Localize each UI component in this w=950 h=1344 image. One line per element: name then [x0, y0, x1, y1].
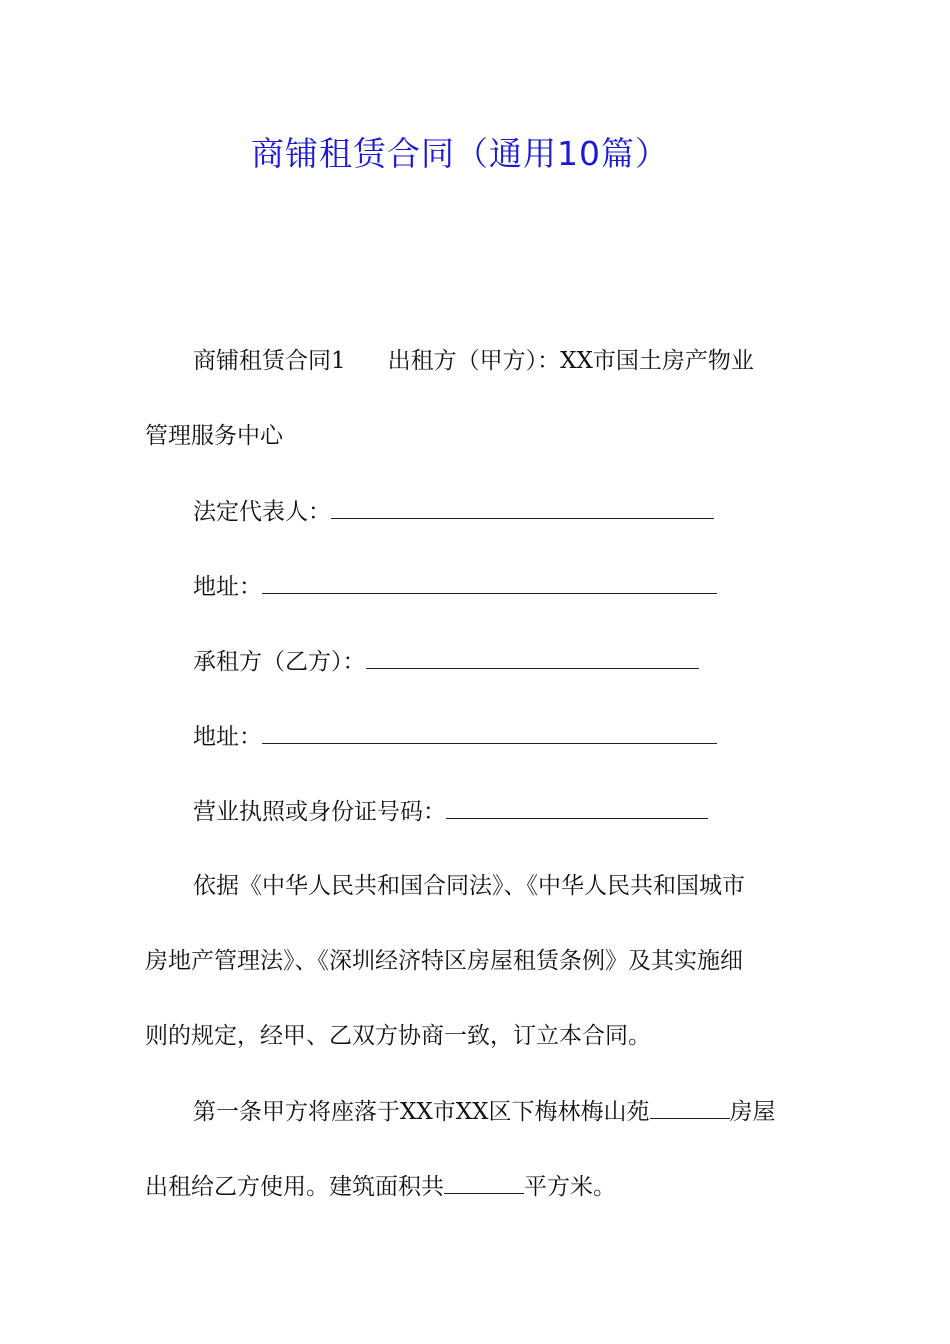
paragraph-line-2: 房地产管理法》、《深圳经济特区房屋租赁条例》及其实施细 [145, 948, 743, 974]
article-1-text-c: 出租给乙方使用。建筑面积共 [145, 1174, 444, 1200]
area-blank[interactable] [444, 1171, 524, 1194]
document-title: 商铺租赁合同（通用10篇） [251, 134, 669, 173]
lessee-address-line [193, 721, 810, 752]
contract-heading-line [193, 346, 810, 376]
legal-rep-label: 法定代表人： [193, 499, 331, 525]
contract-number: 商铺租赁合同1 [193, 348, 346, 374]
license-blank[interactable] [446, 796, 708, 819]
lessor-address-line [193, 571, 810, 602]
paragraph-line-1: 依据《中华人民共和国合同法》、《中华人民共和国城市 [193, 873, 745, 899]
lessee-address-label: 地址： [193, 724, 262, 750]
paragraph-line-3: 则的规定，经甲、乙双方协商一致，订立本合同。 [145, 1023, 651, 1049]
lessor-address-label: 地址： [193, 574, 262, 600]
article-1-line-1 [193, 1096, 810, 1127]
lessee-label: 承租方（乙方）： [193, 649, 366, 675]
article-1-text-a: 第一条甲方将座落于XX市XX区下梅林梅山苑 [193, 1099, 650, 1125]
article-1-text-b: 房屋 [729, 1099, 776, 1125]
lessor-continuation: 管理服务中心 [145, 423, 283, 449]
license-line [193, 796, 810, 827]
article-1-line-2 [145, 1171, 810, 1202]
article-1-text-d: 平方米。 [524, 1174, 616, 1200]
license-label: 营业执照或身份证号码： [193, 799, 446, 825]
legal-rep-line [193, 496, 810, 527]
lessee-address-blank[interactable] [262, 721, 717, 744]
lessor-address-blank[interactable] [262, 571, 717, 594]
lessee-line [193, 646, 810, 677]
lessor-label: 出租方（甲方）：XX市国土房产物业 [387, 348, 754, 374]
house-number-blank[interactable] [650, 1096, 730, 1119]
lessee-blank[interactable] [366, 646, 699, 669]
legal-rep-blank[interactable] [331, 496, 714, 519]
